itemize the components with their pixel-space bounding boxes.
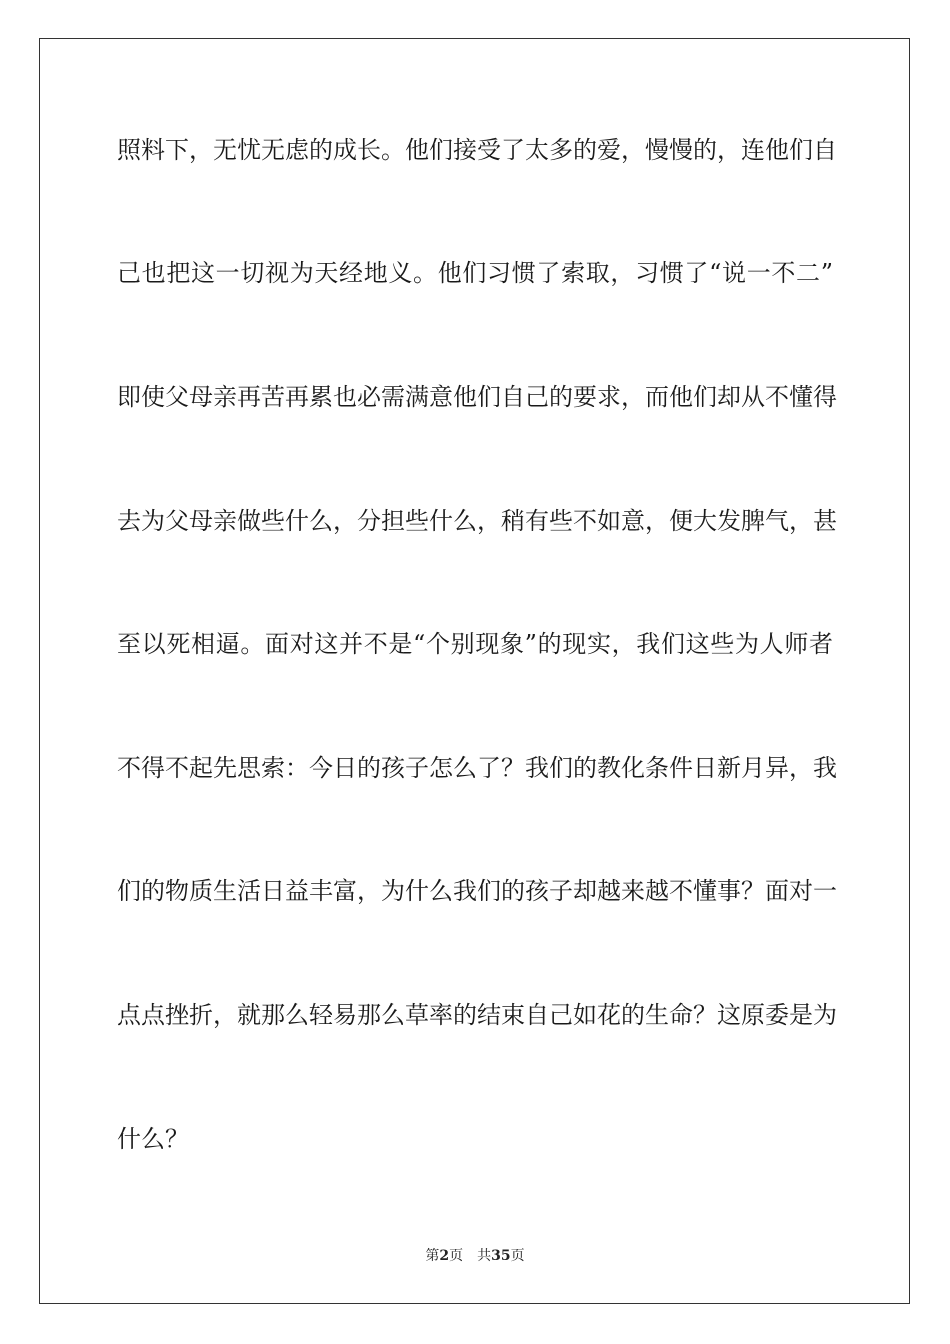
total-page-count: 35 (491, 1248, 511, 1264)
page-footer (0, 1247, 950, 1265)
paragraph-line: 不得不起先思索：今日的孩子怎么了？我们的教化条件日新月异，我 (117, 754, 837, 782)
paragraph-line: 己也把这一切视为天经地义。他们习惯了索取，习惯了“说一不二” (117, 259, 833, 287)
page-suffix: 页 (449, 1248, 464, 1264)
paragraph-line: 至以死相逼。面对这并不是“个别现象”的现实，我们这些为人师者 (117, 630, 833, 658)
page-border (39, 38, 910, 1304)
current-page-number: 2 (439, 1248, 450, 1264)
paragraph-line: 们的物质生活日益丰富，为什么我们的孩子却越来越不懂事？面对一 (117, 877, 837, 905)
paragraph-line: 去为父母亲做些什么，分担些什么，稍有些不如意，便大发脾气，甚 (117, 507, 837, 535)
paragraph-line: 点点挫折，就那么轻易那么草率的结束自己如花的生命？这原委是为 (117, 1001, 837, 1029)
paragraph-line: 照料下，无忧无虑的成长。他们接受了太多的爱，慢慢的，连他们自 (117, 136, 837, 164)
total-prefix: 共 (477, 1248, 492, 1264)
page-prefix: 第 (425, 1248, 440, 1264)
total-suffix: 页 (510, 1248, 525, 1264)
paragraph-line: 即使父母亲再苦再累也必需满意他们自己的要求，而他们却从不懂得 (117, 383, 837, 411)
paragraph-line: 什么？ (117, 1125, 189, 1153)
